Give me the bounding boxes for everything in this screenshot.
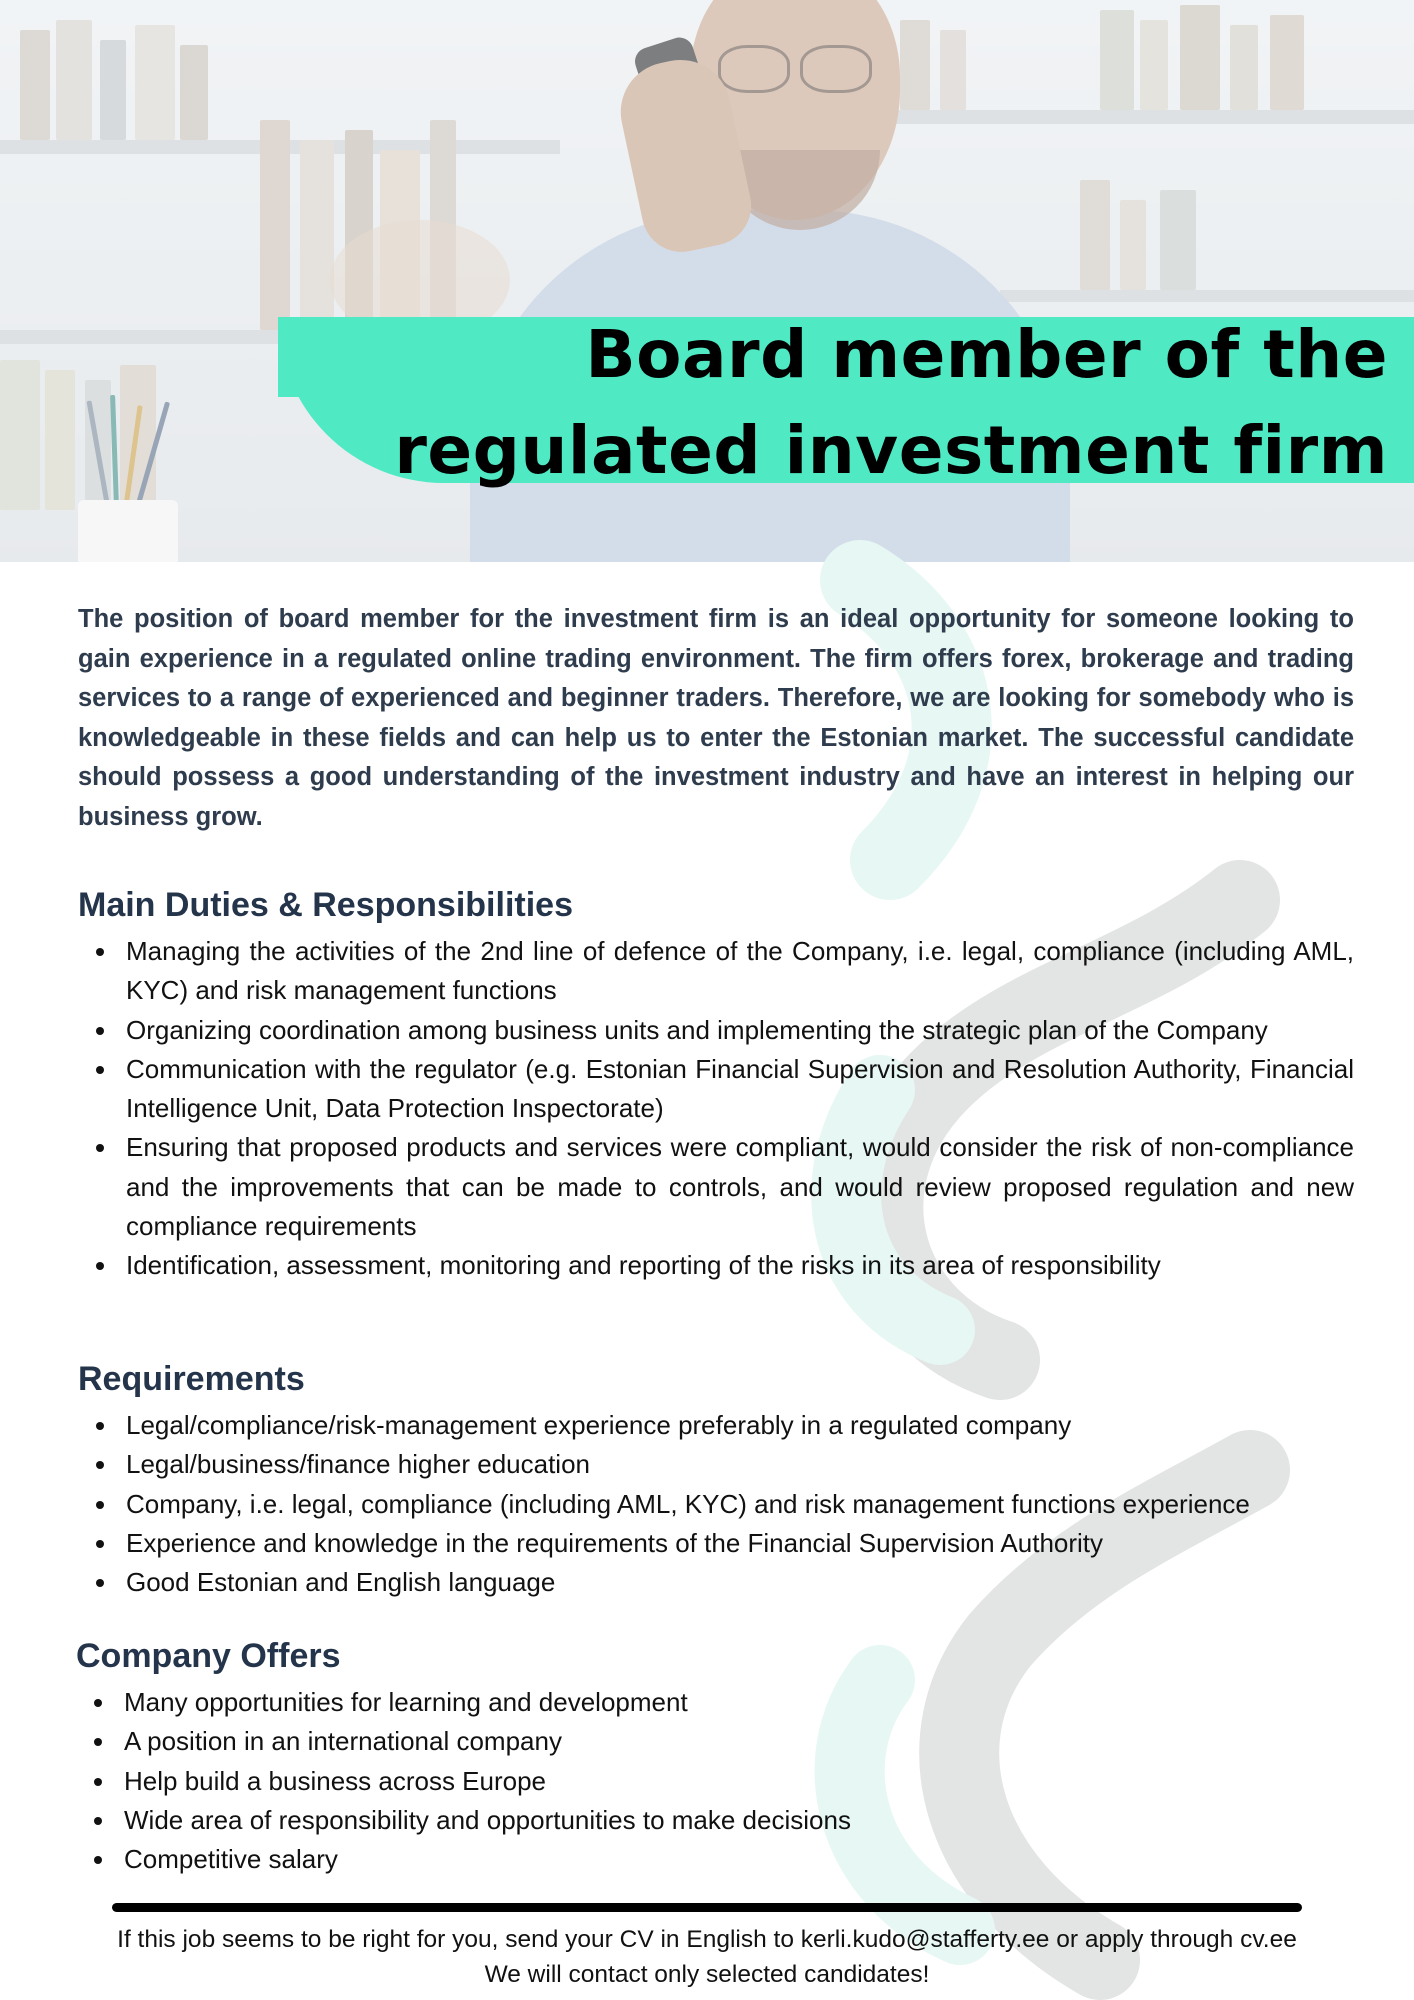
list-item: Many opportunities for learning and development <box>76 1683 1376 1722</box>
list-item: Competitive salary <box>76 1840 1376 1879</box>
page-title <box>288 307 1388 499</box>
title-line-1: Board member of the <box>585 316 1388 393</box>
list-item: Organizing coordination among business units and implementing the strategic plan of the Company <box>78 1011 1354 1050</box>
list-item: A position in an international company <box>76 1722 1376 1761</box>
footer-apply-text: If this job seems to be right for you, send your CV in English to kerli.kudo@stafferty.ee or apply through cv.ee <box>117 1926 1297 1953</box>
list-item: Ensuring that proposed products and services were compliant, would consider the risk of non-compliance and the improvements that can be made to controls, and would review proposed regulation and new compliance requirements <box>78 1128 1354 1246</box>
list-item: Experience and knowledge in the requirements of the Financial Supervision Authority <box>78 1524 1378 1563</box>
footer-divider <box>112 1903 1302 1912</box>
list-item: Communication with the regulator (e.g. Estonian Financial Supervision and Resolution Authority, Financial Intelligence Unit, Data Protection Inspectorate) <box>78 1050 1354 1129</box>
footer-contact-note: We will contact only selected candidates! <box>484 1961 930 1988</box>
offers-list <box>76 1683 1376 1879</box>
list-item: Company, i.e. legal, compliance (including AML, KYC) and risk management functions experience <box>78 1485 1378 1524</box>
list-item: Identification, assessment, monitoring and reporting of the risks in its area of responsibility <box>78 1246 1354 1285</box>
duties-heading: Main Duties & Responsibilities <box>78 886 573 924</box>
requirements-list <box>78 1406 1378 1602</box>
list-item: Legal/business/finance higher education <box>78 1445 1378 1484</box>
duties-list <box>78 932 1354 1286</box>
requirements-heading: Requirements <box>78 1360 305 1398</box>
intro-paragraph: The position of board member for the investment firm is an ideal opportunity for someone looking to gain experience in a regulated online trading environment. The firm offers forex, brokerage and trading services to a range of experienced and beginner traders. Therefore, we are looking for somebody who is knowledgeable in these fields and can help us to enter the Estonian market. The successful candidate should possess a good understanding of the investment industry and have an interest in helping our business grow. <box>78 605 1354 831</box>
offers-heading: Company Offers <box>76 1637 341 1675</box>
list-item: Help build a business across Europe <box>76 1762 1376 1801</box>
list-item: Managing the activities of the 2nd line of defence of the Company, i.e. legal, compliance (including AML, KYC) and risk management functions <box>78 932 1354 1011</box>
list-item: Good Estonian and English language <box>78 1563 1378 1602</box>
title-line-2: regulated investment firm <box>394 412 1388 489</box>
list-item: Legal/compliance/risk-management experience preferably in a regulated company <box>78 1406 1378 1445</box>
list-item: Wide area of responsibility and opportunities to make decisions <box>76 1801 1376 1840</box>
